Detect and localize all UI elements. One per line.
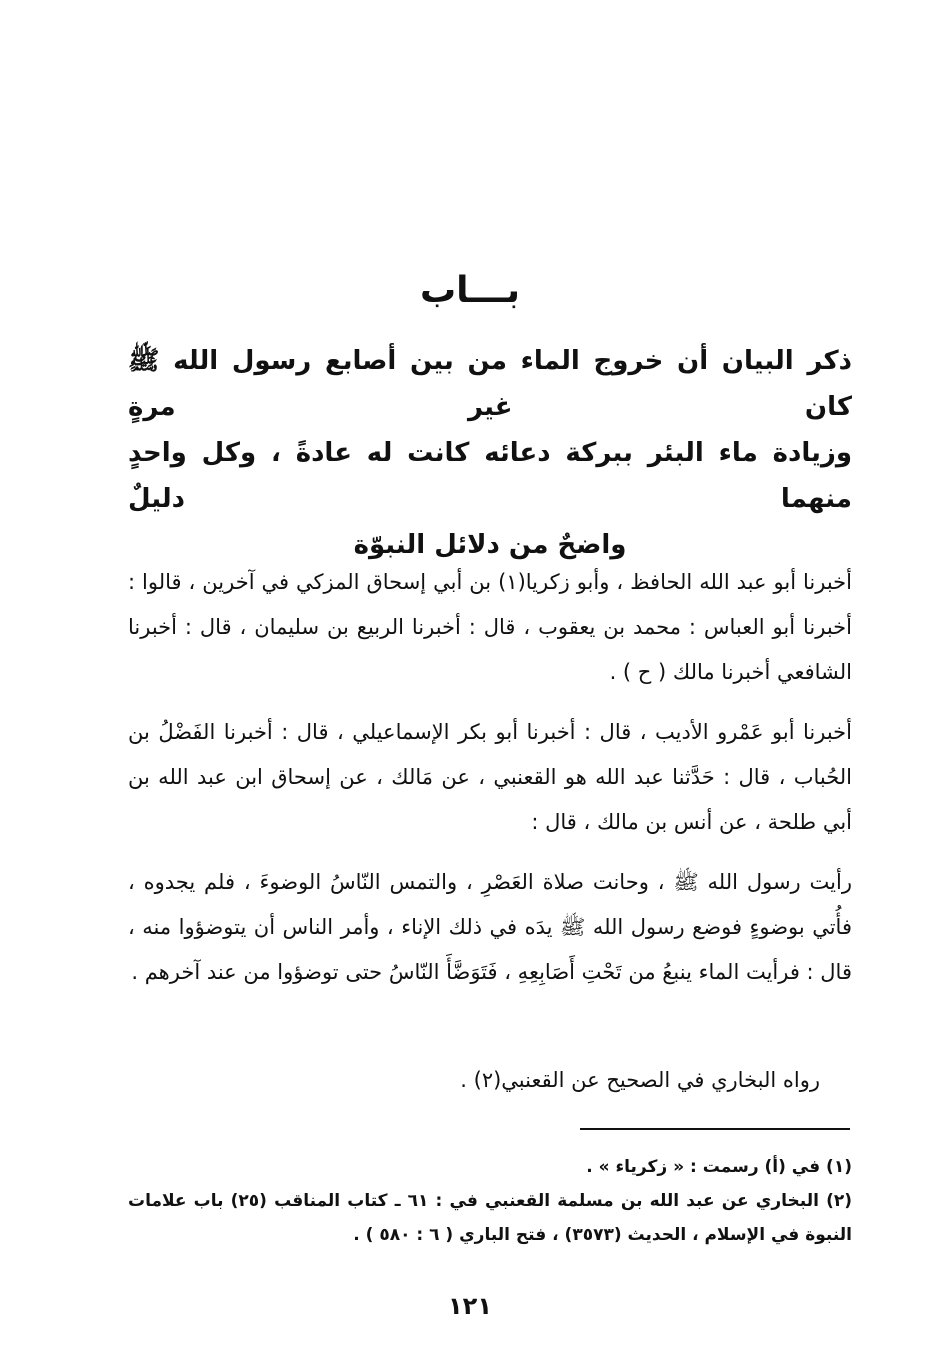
paragraph-isnad-2: أخبرنا أبو عَمْرو الأديب ، قال : أخبرنا أبو بكر الإسماعيلي ، قال : أخبرنا الفَضْلُ بن الحُباب ، قال : حَدَّثنا عبد الله هو القعنبي ، عن مَالك ، عن إسحاق ابن عبد الله بن أبي طلحة ، عن أنس بن مالك ، قال : bbox=[128, 720, 852, 834]
chapter-title-line-3: واضحٌ من دلائل النبوّة bbox=[353, 530, 627, 560]
paragraph-isnad-1: أخبرنا أبو عبد الله الحافظ ، وأبو زكريا(١) بن أبي إسحاق المزكي في آخرين ، قالوا : أخبرنا أبو العباس : محمد بن يعقوب ، قال : أخبرنا الربيع بن سليمان ، قال : أخبرنا الشافعي أخبرنا مالك ( ح ) . bbox=[128, 570, 853, 684]
chapter-title-line-2: وزيادة ماء البئر ببركة دعائه كانت له عادةً ، وكل واحدٍ منهما دليلٌ bbox=[128, 438, 852, 514]
paragraph-hadith-text: رأيت رسول الله ﷺ ، وحانت صلاة العَصْرِ ، والتمس النّاسُ الوضوءَ ، فلم يجدوه ، فأُتي بوضوءٍ فوضع رسول الله ﷺ يدَه في ذلك الإناء ، وأمر الناس أن يتوضؤوا منه ، قال : فرأيت الماء ينبعُ من تَحْتِ أَصَابِعِهِ ، فَتَوَضَّأَ النّاسُ حتى توضؤوا من عند آخرهم . bbox=[128, 870, 852, 984]
footnotes bbox=[128, 1150, 852, 1252]
footnote-1: (١) في (أ) رسمت : « زكرياء » . bbox=[586, 1157, 852, 1177]
footnote-divider bbox=[580, 1128, 850, 1130]
chapter-title-line-1: ذكر البيان أن خروج الماء من بين أصابع رسول الله ﷺ كان غير مرةٍ bbox=[128, 346, 852, 422]
page-number: ١٢١ bbox=[448, 1292, 492, 1320]
chapter-title bbox=[128, 338, 852, 568]
paragraph-attribution: رواه البخاري في الصحيح عن القعنبي(٢) . bbox=[460, 1068, 820, 1092]
chapter-heading: بـــاب bbox=[419, 270, 521, 311]
footnote-2: (٢) البخاري عن عبد الله بن مسلمة القعنبي في : ٦١ ـ كتاب المناقب (٢٥) باب علامات النبوة في الإسلام ، الحديث (٣٥٧٣) ، فتح الباري ( ٦ : ٥٨٠ ) . bbox=[128, 1191, 853, 1245]
